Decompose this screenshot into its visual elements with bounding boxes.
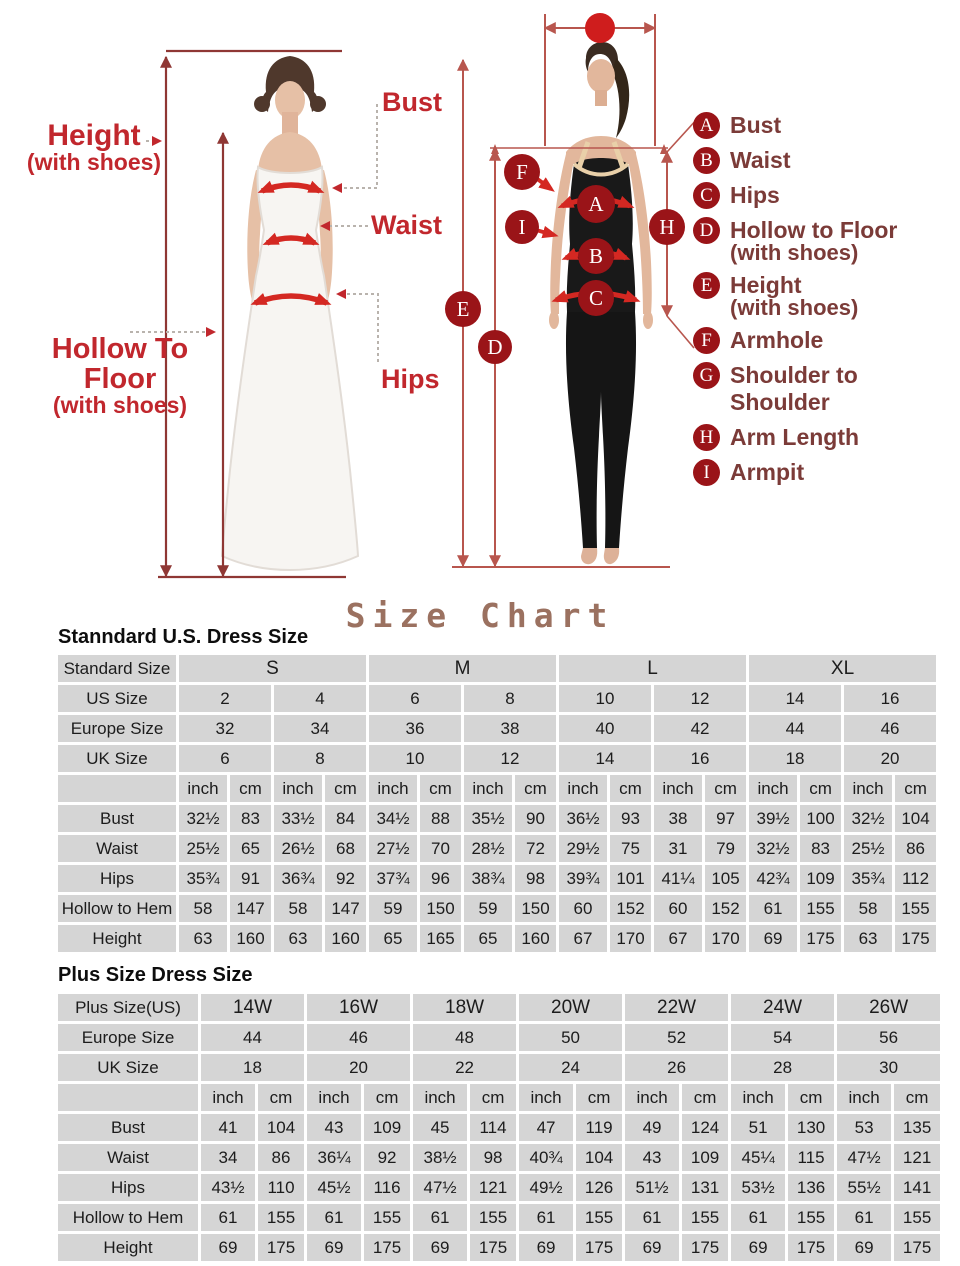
row-label: Europe Size [58, 715, 176, 742]
size-value: 22 [413, 1054, 516, 1081]
left-model-figure [222, 56, 358, 570]
measure-value: 69 [307, 1234, 361, 1261]
size-value: 36 [369, 715, 461, 742]
row-label: Hollow to Hem [58, 1204, 198, 1231]
measure-value: 45½ [307, 1174, 361, 1201]
measure-value: 114 [470, 1114, 516, 1141]
measure-value: 67 [559, 925, 607, 952]
size-group-header: 20W [519, 994, 622, 1021]
row-label: Hips [58, 1174, 198, 1201]
measure-value: 121 [470, 1174, 516, 1201]
measure-value: 165 [420, 925, 461, 952]
size-value: 38 [464, 715, 556, 742]
measure-value: 69 [413, 1234, 467, 1261]
size-group-header: 26W [837, 994, 940, 1021]
marker-i-letter: I [518, 215, 526, 239]
unit-inch-header: inch [307, 1084, 361, 1111]
measure-value: 63 [274, 925, 322, 952]
measure-value: 69 [625, 1234, 679, 1261]
measure-value: 112 [895, 865, 936, 892]
row-label: UK Size [58, 1054, 198, 1081]
measure-value: 104 [895, 805, 936, 832]
unit-inch-header: inch [654, 775, 702, 802]
unit-inch-header: inch [179, 775, 227, 802]
measure-value: 40¾ [519, 1144, 573, 1171]
measure-value: 115 [788, 1144, 834, 1171]
bust-label: Bust [382, 87, 442, 117]
unit-inch-header: inch [369, 775, 417, 802]
row-label: Waist [58, 835, 176, 862]
size-value: 8 [464, 685, 556, 712]
size-value: 56 [837, 1024, 940, 1051]
legend-key-a: A [693, 112, 720, 139]
measure-value: 175 [800, 925, 841, 952]
unit-cm-header: cm [230, 775, 271, 802]
unit-cm-header: cm [610, 775, 651, 802]
measure-value: 130 [788, 1114, 834, 1141]
legend-item-hollow-to-floor: D Hollow to Floor [693, 217, 955, 244]
measure-value: 124 [682, 1114, 728, 1141]
unit-inch-header: inch [837, 1084, 891, 1111]
marker-f-letter: F [516, 160, 528, 184]
legend-item-shoulder: G Shoulder to Shoulder [693, 362, 955, 416]
legend-key-f: F [693, 327, 720, 354]
unit-inch-header: inch [559, 775, 607, 802]
measure-value: 104 [576, 1144, 622, 1171]
marker-b-letter: B [588, 244, 604, 268]
unit-cm-header: cm [325, 775, 366, 802]
measure-value: 92 [325, 865, 366, 892]
measure-value: 63 [179, 925, 227, 952]
height-label-text: Height [47, 119, 141, 152]
size-value: 32 [179, 715, 271, 742]
measure-value: 141 [894, 1174, 940, 1201]
measure-value: 175 [682, 1234, 728, 1261]
measure-value: 170 [705, 925, 746, 952]
measure-value: 58 [844, 895, 892, 922]
unit-inch-header: inch [731, 1084, 785, 1111]
row-label: Bust [58, 1114, 198, 1141]
legend-key-b: B [693, 147, 720, 174]
measure-value: 63 [844, 925, 892, 952]
measure-value: 90 [515, 805, 556, 832]
measure-value: 49 [625, 1114, 679, 1141]
measure-legend [693, 112, 955, 494]
height-label [18, 120, 170, 175]
measure-value: 175 [894, 1234, 940, 1261]
measure-value: 155 [258, 1204, 304, 1231]
measure-value: 136 [788, 1174, 834, 1201]
measure-value: 33½ [274, 805, 322, 832]
measure-value: 49½ [519, 1174, 573, 1201]
measure-value: 147 [230, 895, 271, 922]
size-group-header: L [559, 655, 746, 682]
unit-cm-header: cm [800, 775, 841, 802]
measure-value: 155 [364, 1204, 410, 1231]
measure-value: 155 [894, 1204, 940, 1231]
measure-value: 36½ [559, 805, 607, 832]
measure-value: 104 [258, 1114, 304, 1141]
legend-key-c: C [693, 182, 720, 209]
measure-value: 61 [519, 1204, 573, 1231]
measure-value: 51 [731, 1114, 785, 1141]
measure-value: 109 [682, 1144, 728, 1171]
plus-size-table [55, 991, 943, 1264]
ponytail [612, 58, 629, 138]
size-value: 42 [654, 715, 746, 742]
measure-value: 131 [682, 1174, 728, 1201]
standard-size-table [55, 652, 939, 955]
measure-value: 39½ [749, 805, 797, 832]
measure-value: 155 [800, 895, 841, 922]
unit-cm-header: cm [515, 775, 556, 802]
measure-value: 43 [307, 1114, 361, 1141]
measure-value: 32½ [749, 835, 797, 862]
measure-value: 69 [837, 1234, 891, 1261]
measure-value: 175 [788, 1234, 834, 1261]
measure-value: 32½ [179, 805, 227, 832]
size-group-header: 22W [625, 994, 728, 1021]
measure-value: 32½ [844, 805, 892, 832]
measure-value: 35¾ [179, 865, 227, 892]
hollow-to-floor-label: Hollow To Floor (with shoes) [51, 333, 189, 419]
measure-value: 65 [464, 925, 512, 952]
size-value: 20 [307, 1054, 410, 1081]
measure-value: 101 [610, 865, 651, 892]
measure-value: 160 [325, 925, 366, 952]
measure-value: 38½ [413, 1144, 467, 1171]
shoulders [258, 132, 322, 175]
measure-value: 155 [576, 1204, 622, 1231]
size-system-header: Standard Size [58, 655, 176, 682]
measure-value: 34 [201, 1144, 255, 1171]
size-group-header: XL [749, 655, 936, 682]
size-value: 10 [559, 685, 651, 712]
row-label: Hollow to Hem [58, 895, 176, 922]
hips-label: Hips [381, 364, 440, 394]
size-group-header: 18W [413, 994, 516, 1021]
measure-value: 61 [413, 1204, 467, 1231]
measure-value: 86 [258, 1144, 304, 1171]
measure-value: 58 [179, 895, 227, 922]
standard-table-heading: Stanndard U.S. Dress Size [58, 626, 309, 648]
measure-value: 36¾ [274, 865, 322, 892]
gown [222, 167, 358, 570]
measure-value: 97 [705, 805, 746, 832]
measure-value: 72 [515, 835, 556, 862]
measure-value: 69 [519, 1234, 573, 1261]
size-value: 18 [749, 745, 841, 772]
row-label: Waist [58, 1144, 198, 1171]
measure-value: 98 [515, 865, 556, 892]
legend-sub-hollow: (with shoes) [730, 240, 859, 265]
row-label: Hips [58, 865, 176, 892]
measure-value: 65 [369, 925, 417, 952]
measure-value: 155 [682, 1204, 728, 1231]
size-value: 6 [179, 745, 271, 772]
measure-value: 61 [201, 1204, 255, 1231]
shoulder-width-dot [585, 13, 615, 43]
measure-value: 41¼ [654, 865, 702, 892]
size-group-header: M [369, 655, 556, 682]
measure-value: 29½ [559, 835, 607, 862]
legend-item-bust: A Bust [693, 112, 955, 139]
measure-value: 100 [800, 805, 841, 832]
measure-value: 152 [705, 895, 746, 922]
measure-value: 36¼ [307, 1144, 361, 1171]
measure-value: 61 [749, 895, 797, 922]
measure-value: 86 [895, 835, 936, 862]
measure-value: 61 [307, 1204, 361, 1231]
measure-value: 93 [610, 805, 651, 832]
measure-value: 28½ [464, 835, 512, 862]
measure-value: 59 [369, 895, 417, 922]
unit-cm-header: cm [788, 1084, 834, 1111]
empty-cell [58, 775, 176, 802]
measure-value: 170 [610, 925, 651, 952]
measure-value: 65 [230, 835, 271, 862]
row-label: UK Size [58, 745, 176, 772]
height-label-sub: (with shoes) [26, 149, 162, 176]
measure-value: 79 [705, 835, 746, 862]
size-value: 8 [274, 745, 366, 772]
legend-key-i: I [693, 459, 720, 486]
measure-value: 42¾ [749, 865, 797, 892]
row-label: Europe Size [58, 1024, 198, 1051]
measure-value: 121 [894, 1144, 940, 1171]
unit-inch-header: inch [625, 1084, 679, 1111]
size-value: 54 [731, 1024, 834, 1051]
unit-inch-header: inch [274, 775, 322, 802]
size-value: 28 [731, 1054, 834, 1081]
measure-value: 25½ [844, 835, 892, 862]
leggings [566, 312, 636, 548]
measure-value: 25½ [179, 835, 227, 862]
unit-inch-header: inch [519, 1084, 573, 1111]
face [587, 59, 615, 93]
unit-cm-header: cm [682, 1084, 728, 1111]
measure-value: 61 [731, 1204, 785, 1231]
measure-value: 35½ [464, 805, 512, 832]
size-value: 52 [625, 1024, 728, 1051]
measure-value: 152 [610, 895, 651, 922]
measure-value: 43 [625, 1144, 679, 1171]
size-value: 46 [844, 715, 936, 742]
measure-value: 38¾ [464, 865, 512, 892]
legend-item-height: E Height [693, 272, 955, 299]
measure-value: 155 [788, 1204, 834, 1231]
measure-value: 31 [654, 835, 702, 862]
measure-value: 59 [464, 895, 512, 922]
left-foot [581, 548, 597, 564]
unit-cm-header: cm [705, 775, 746, 802]
unit-inch-header: inch [464, 775, 512, 802]
legend-item-armpit: I Armpit [693, 459, 955, 486]
measure-value: 126 [576, 1174, 622, 1201]
size-value: 12 [464, 745, 556, 772]
measure-value: 45 [413, 1114, 467, 1141]
size-value: 26 [625, 1054, 728, 1081]
measure-value: 69 [749, 925, 797, 952]
page-title: Size Chart [345, 596, 615, 635]
measure-value: 67 [654, 925, 702, 952]
unit-inch-header: inch [413, 1084, 467, 1111]
size-value: 50 [519, 1024, 622, 1051]
measure-value: 175 [576, 1234, 622, 1261]
row-label: Height [58, 925, 176, 952]
size-value: 44 [749, 715, 841, 742]
measure-value: 96 [420, 865, 461, 892]
legend-key-h: H [693, 424, 720, 451]
row-label: Bust [58, 805, 176, 832]
right-foot [604, 548, 619, 564]
measure-value: 175 [258, 1234, 304, 1261]
size-value: 14 [749, 685, 841, 712]
measure-value: 135 [894, 1114, 940, 1141]
measure-value: 84 [325, 805, 366, 832]
row-label: US Size [58, 685, 176, 712]
size-value: 34 [274, 715, 366, 742]
measure-value: 53 [837, 1114, 891, 1141]
measure-value: 75 [610, 835, 651, 862]
size-value: 48 [413, 1024, 516, 1051]
measure-value: 60 [559, 895, 607, 922]
size-value: 6 [369, 685, 461, 712]
legend-item-waist: B Waist [693, 147, 955, 174]
measure-value: 119 [576, 1114, 622, 1141]
size-group-header: 16W [307, 994, 410, 1021]
measure-value: 69 [201, 1234, 255, 1261]
size-group-header: S [179, 655, 366, 682]
measure-value: 55½ [837, 1174, 891, 1201]
measure-value: 83 [800, 835, 841, 862]
measure-value: 175 [895, 925, 936, 952]
measure-value: 116 [364, 1174, 410, 1201]
measure-value: 109 [364, 1114, 410, 1141]
unit-cm-header: cm [470, 1084, 516, 1111]
measure-value: 34½ [369, 805, 417, 832]
measure-value: 61 [837, 1204, 891, 1231]
legend-key-d: D [693, 217, 720, 244]
measure-value: 53½ [731, 1174, 785, 1201]
legend-item-hips: C Hips [693, 182, 955, 209]
measure-value: 147 [325, 895, 366, 922]
size-value: 16 [844, 685, 936, 712]
size-value: 18 [201, 1054, 304, 1081]
measure-value: 68 [325, 835, 366, 862]
unit-cm-header: cm [894, 1084, 940, 1111]
legend-sub-height: (with shoes) [730, 295, 859, 320]
size-value: 46 [307, 1024, 410, 1051]
measure-value: 175 [364, 1234, 410, 1261]
measure-value: 155 [895, 895, 936, 922]
measure-value: 38 [654, 805, 702, 832]
measure-value: 91 [230, 865, 271, 892]
plus-table-heading: Plus Size Dress Size [58, 964, 253, 986]
size-value: 14 [559, 745, 651, 772]
size-value: 30 [837, 1054, 940, 1081]
legend-item-armhole: F Armhole [693, 327, 955, 354]
unit-inch-header: inch [201, 1084, 255, 1111]
unit-cm-header: cm [364, 1084, 410, 1111]
size-value: 24 [519, 1054, 622, 1081]
measure-value: 47½ [837, 1144, 891, 1171]
marker-e-letter: E [456, 297, 470, 321]
measure-value: 105 [705, 865, 746, 892]
measure-value: 27½ [369, 835, 417, 862]
measure-value: 47 [519, 1114, 573, 1141]
measure-value: 70 [420, 835, 461, 862]
measure-value: 35¾ [844, 865, 892, 892]
size-group-header: 14W [201, 994, 304, 1021]
measure-value: 98 [470, 1144, 516, 1171]
legend-key-e: E [693, 272, 720, 299]
measure-value: 61 [625, 1204, 679, 1231]
unit-cm-header: cm [258, 1084, 304, 1111]
measure-value: 175 [470, 1234, 516, 1261]
unit-cm-header: cm [895, 775, 936, 802]
marker-d-letter: D [487, 335, 503, 359]
marker-h-letter: H [659, 215, 675, 239]
unit-inch-header: inch [749, 775, 797, 802]
measure-value: 150 [515, 895, 556, 922]
measure-value: 41 [201, 1114, 255, 1141]
size-value: 4 [274, 685, 366, 712]
measure-value: 26½ [274, 835, 322, 862]
size-value: 2 [179, 685, 271, 712]
measure-value: 150 [420, 895, 461, 922]
measure-value: 92 [364, 1144, 410, 1171]
size-value: 16 [654, 745, 746, 772]
unit-inch-header: inch [844, 775, 892, 802]
size-value: 20 [844, 745, 936, 772]
measure-value: 109 [800, 865, 841, 892]
size-system-header: Plus Size(US) [58, 994, 198, 1021]
measure-value: 88 [420, 805, 461, 832]
empty-cell [58, 1084, 198, 1111]
measure-value: 60 [654, 895, 702, 922]
size-value: 10 [369, 745, 461, 772]
measure-value: 47½ [413, 1174, 467, 1201]
size-value: 40 [559, 715, 651, 742]
size-value: 12 [654, 685, 746, 712]
measure-value: 160 [230, 925, 271, 952]
measure-value: 155 [470, 1204, 516, 1231]
waist-label: Waist [371, 210, 443, 240]
legend-item-arm-length: H Arm Length [693, 424, 955, 451]
measure-value: 39¾ [559, 865, 607, 892]
size-value: 44 [201, 1024, 304, 1051]
legend-key-g: G [693, 362, 720, 389]
unit-cm-header: cm [420, 775, 461, 802]
measure-value: 110 [258, 1174, 304, 1201]
measure-value: 160 [515, 925, 556, 952]
measure-value: 69 [731, 1234, 785, 1261]
measure-value: 43½ [201, 1174, 255, 1201]
measure-value: 58 [274, 895, 322, 922]
measure-value: 51½ [625, 1174, 679, 1201]
unit-cm-header: cm [576, 1084, 622, 1111]
measure-value: 45¼ [731, 1144, 785, 1171]
marker-c-letter: C [588, 286, 604, 310]
size-group-header: 24W [731, 994, 834, 1021]
marker-a-letter: A [588, 192, 604, 216]
measure-value: 83 [230, 805, 271, 832]
row-label: Height [58, 1234, 198, 1261]
measure-value: 37¾ [369, 865, 417, 892]
